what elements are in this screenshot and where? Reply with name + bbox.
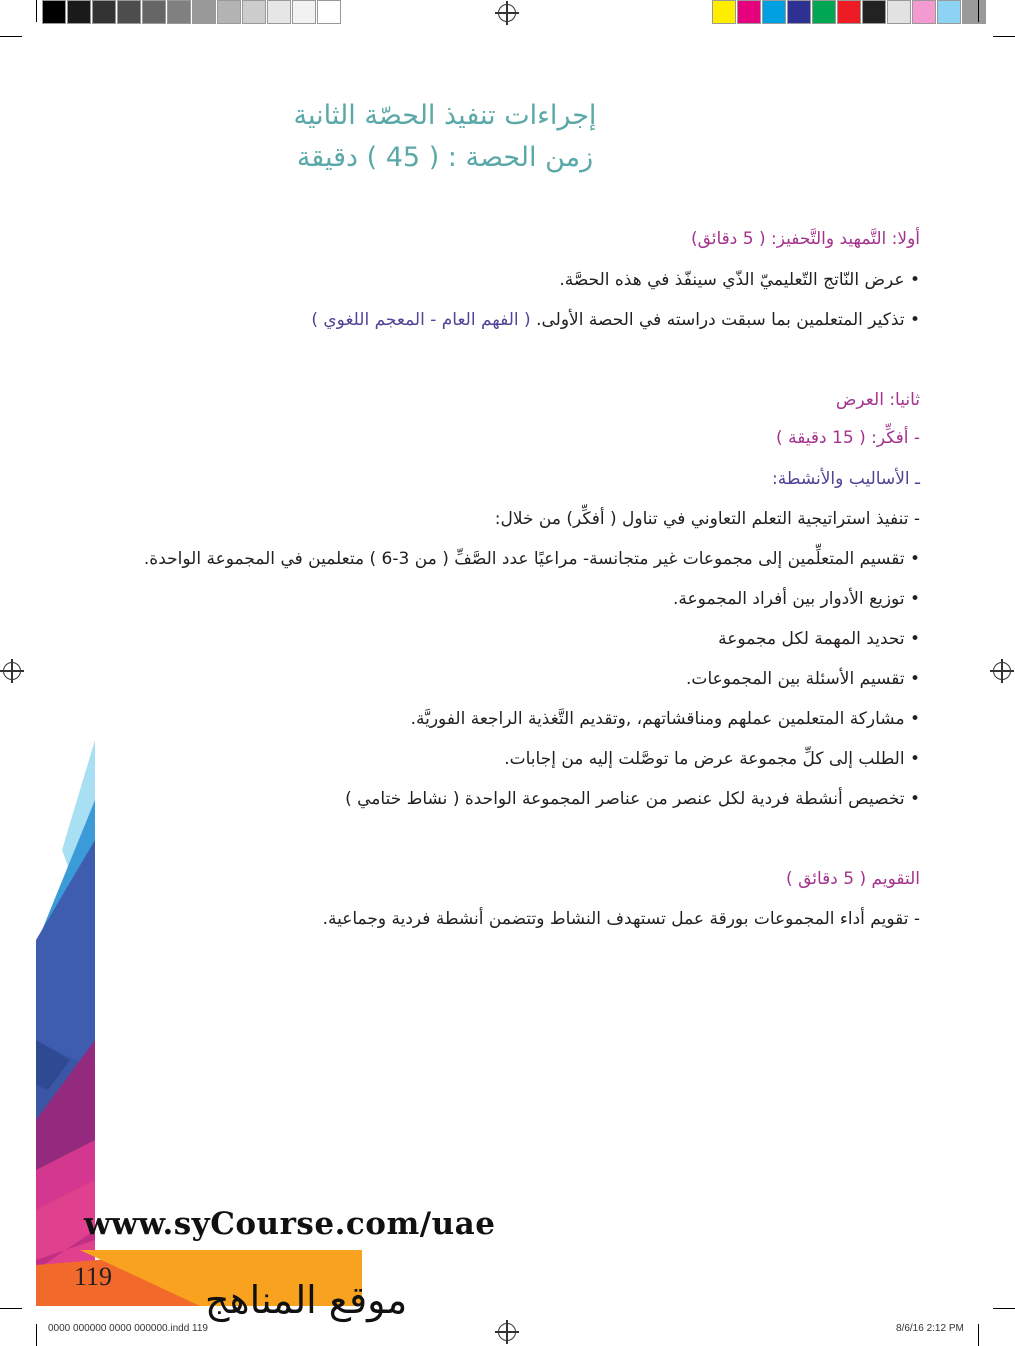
list-item: • عرض النّاتج التّعليميّ الذّي سينفّذ في هذه الحصَّة. xyxy=(559,270,920,290)
subheading-think: - أفكِّر: ( 15 دقيقة ) xyxy=(776,428,920,448)
color-swatch xyxy=(42,0,66,24)
color-swatch xyxy=(912,0,936,24)
color-swatch xyxy=(937,0,961,24)
page-number: 119 xyxy=(74,1262,113,1291)
slug-filename: 0000 000000 0000 000000.indd 119 xyxy=(48,1323,208,1334)
registration-mark-right xyxy=(993,662,1011,680)
color-swatch xyxy=(962,0,986,24)
crop-mark xyxy=(0,36,22,37)
crop-mark xyxy=(36,0,37,22)
list-item: • تقسيم الأسئلة بين المجموعات. xyxy=(686,669,920,689)
assessment-line: - تقويم أداء المجموعات بورقة عمل تستهدف النشاط وتتضمن أنشطة فردية وجماعية. xyxy=(322,909,920,929)
slug-date: 8/6/16 2:12 PM xyxy=(896,1323,964,1334)
color-bar xyxy=(712,0,987,24)
color-swatch xyxy=(292,0,316,24)
list-item: • تقسيم المتعلِّمين إلى مجموعات غير متجانسة- مراعيًا عدد الصَّفِّ ( من 3-6 ) متعلمين في المجموعة الواحدة. xyxy=(143,549,920,569)
section-heading-warmup: أولا: التَّمهيد والتَّحفيز: ( 5 دقائق) xyxy=(690,229,920,249)
list-item: • توزيع الأدوار بين أفراد المجموعة. xyxy=(673,589,920,609)
color-swatch xyxy=(67,0,91,24)
watermark-text: موقع المناهج xyxy=(205,1278,408,1322)
list-item-accent: ( الفهم العام - المعجم اللغوي ) xyxy=(311,310,531,330)
color-swatch xyxy=(712,0,736,24)
section-heading-presentation: ثانيا: العرض xyxy=(835,390,920,410)
color-swatch xyxy=(762,0,786,24)
lesson-duration: زمن الحصة : ( 45 ) دقيقة xyxy=(296,142,594,173)
crop-mark xyxy=(978,0,979,22)
color-swatch xyxy=(887,0,911,24)
decorative-shapes xyxy=(0,740,380,1346)
registration-mark-left xyxy=(3,662,21,680)
page-titles xyxy=(235,95,655,179)
lesson-title: إجراءات تنفيذ الحصّة الثانية xyxy=(293,100,597,131)
registration-mark-bottom xyxy=(498,1323,516,1341)
list-item: • الطلب إلى كلِّ مجموعة عرض ما توصَّلت إليه من إجابات. xyxy=(504,749,920,769)
crop-mark xyxy=(993,36,1015,37)
subheading-methods: ـ الأساليب والأنشطة: xyxy=(772,469,920,489)
list-item: • تخصيص أنشطة فردية لكل عنصر من عناصر المجموعة الواحدة ( نشاط ختامي ) xyxy=(345,789,920,809)
color-swatch xyxy=(787,0,811,24)
color-swatch xyxy=(192,0,216,24)
crop-mark xyxy=(993,1308,1015,1309)
color-swatch xyxy=(167,0,191,24)
website-link[interactable]: www.syCourse.com/uae xyxy=(84,1206,496,1242)
intro-line: - تنفيذ استراتيجية التعلم التعاوني في تناول ( أفكِّر) من خلال: xyxy=(494,509,920,529)
color-swatch xyxy=(812,0,836,24)
color-swatch xyxy=(142,0,166,24)
color-swatch xyxy=(267,0,291,24)
list-item xyxy=(311,306,920,334)
grayscale-bar xyxy=(42,0,342,24)
list-item: • تحديد المهمة لكل مجموعة xyxy=(718,629,920,649)
color-swatch xyxy=(117,0,141,24)
registration-mark-top xyxy=(498,4,516,22)
color-swatch xyxy=(92,0,116,24)
color-swatch xyxy=(217,0,241,24)
list-item: • مشاركة المتعلمين عملهم ومناقشاتهم، ,وتقديم التَّغذية الراجعة الفوريَّة. xyxy=(410,709,920,729)
section-heading-assessment: التقويم ( 5 دقائق ) xyxy=(786,869,920,889)
crop-mark xyxy=(978,1324,979,1346)
color-swatch xyxy=(317,0,341,24)
color-swatch xyxy=(837,0,861,24)
color-swatch xyxy=(737,0,761,24)
list-item-text: • تذكير المتعلمين بما سبقت دراسته في الحصة الأولى. xyxy=(536,310,920,330)
color-swatch xyxy=(242,0,266,24)
color-swatch xyxy=(862,0,886,24)
